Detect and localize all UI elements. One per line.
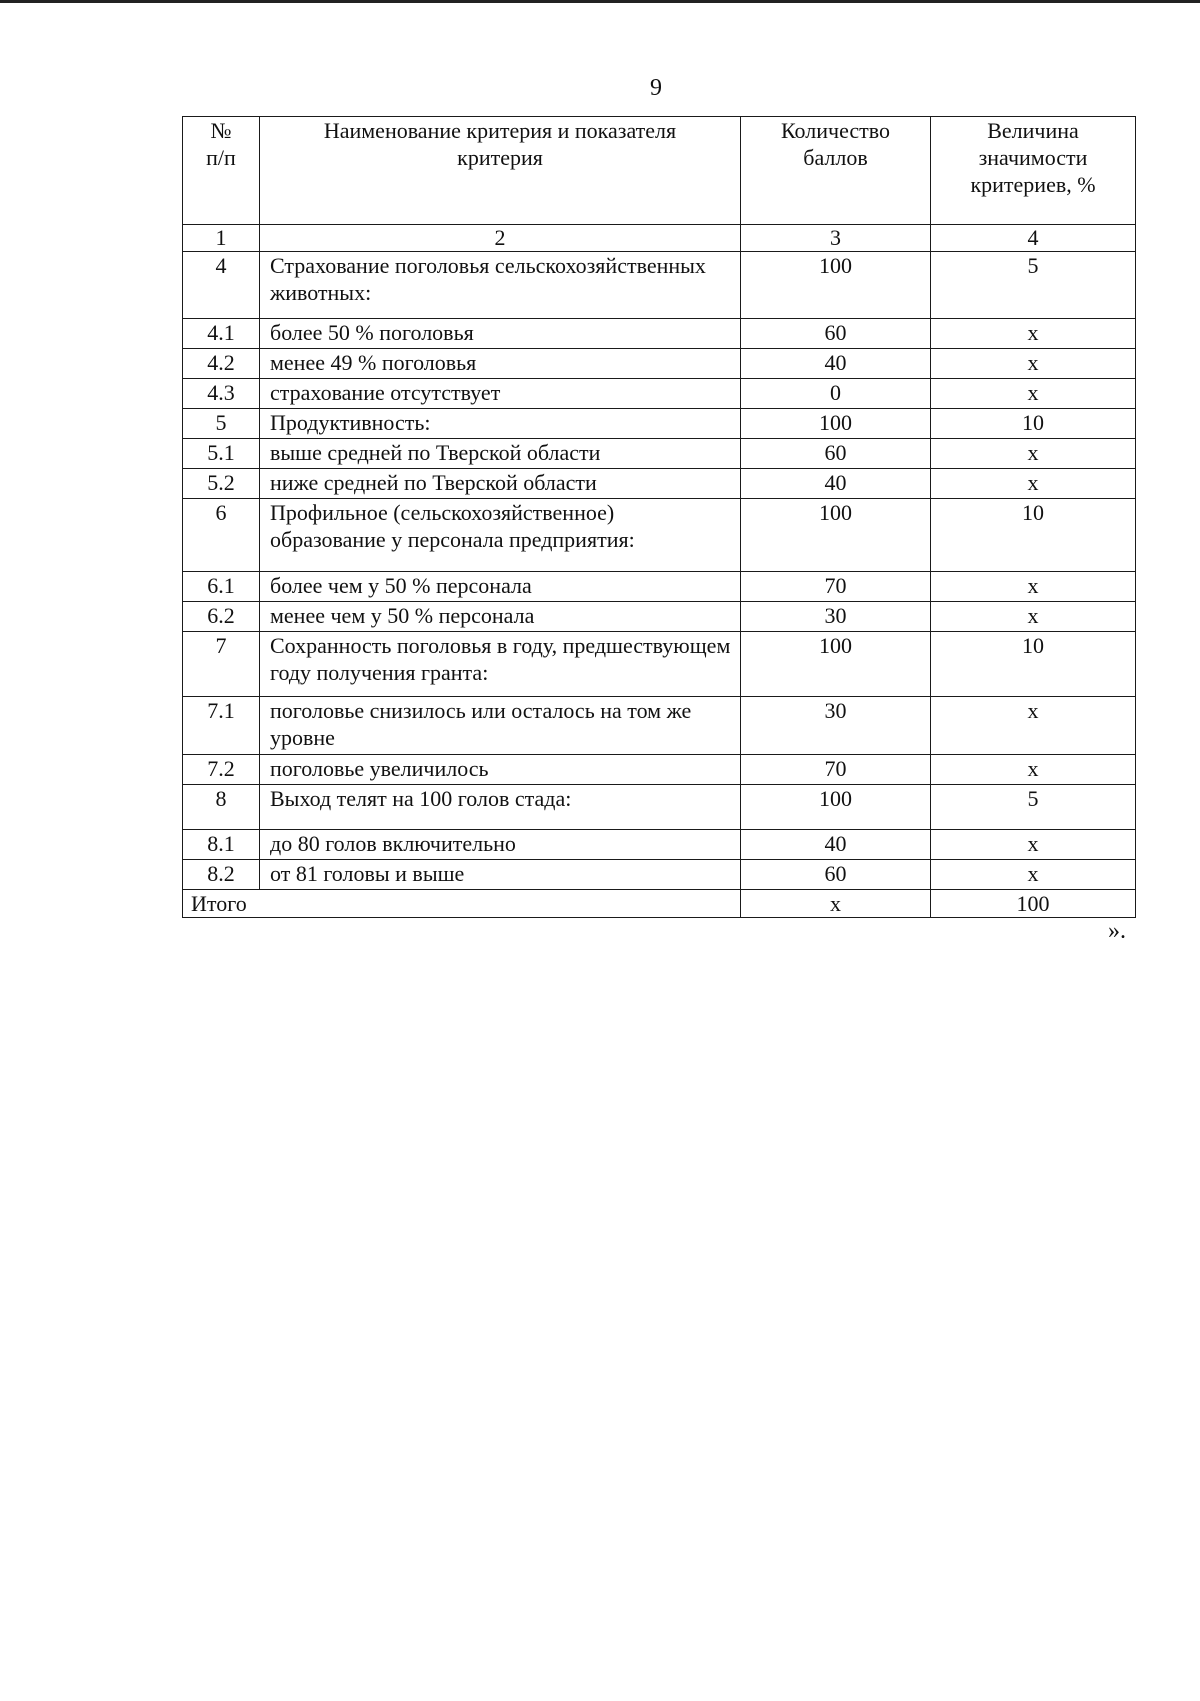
criterion-number: 4.1 — [183, 319, 260, 349]
total-weight: 100 — [931, 890, 1136, 918]
header-name: Наименование критерия и показателя критерия — [260, 117, 741, 225]
criterion-points: 100 — [741, 252, 931, 319]
column-number: 1 — [183, 225, 260, 252]
criterion-name: Продуктивность: — [260, 409, 741, 439]
criterion-weight: 10 — [931, 632, 1136, 697]
header-num: № п/п — [183, 117, 260, 225]
criterion-weight: 5 — [931, 252, 1136, 319]
criteria-table — [182, 116, 1136, 918]
criterion-number: 6 — [183, 499, 260, 572]
criterion-points: 60 — [741, 319, 931, 349]
criterion-name: Профильное (сельскохозяйственное) образование у персонала предприятия: — [260, 499, 741, 572]
criterion-points: 100 — [741, 785, 931, 830]
criterion-name: ниже средней по Тверской области — [260, 469, 741, 499]
table-header-row — [183, 117, 1136, 225]
criterion-number: 5.2 — [183, 469, 260, 499]
table-row — [183, 379, 1136, 409]
total-row — [183, 890, 1136, 918]
criterion-points: 100 — [741, 499, 931, 572]
criterion-weight: х — [931, 830, 1136, 860]
criterion-points: 100 — [741, 632, 931, 697]
criterion-points: 0 — [741, 379, 931, 409]
page-number: 9 — [650, 75, 662, 101]
header-weight: Величина значимости критериев, % — [931, 117, 1136, 225]
criterion-points: 60 — [741, 860, 931, 890]
criterion-points: 70 — [741, 755, 931, 785]
criterion-name: Страхование поголовья сельскохозяйственных животных: — [260, 252, 741, 319]
criterion-number: 4 — [183, 252, 260, 319]
criterion-number: 8.2 — [183, 860, 260, 890]
criterion-weight: х — [931, 755, 1136, 785]
table-row — [183, 409, 1136, 439]
criterion-name: Сохранность поголовья в году, предшествующем году получения гранта: — [260, 632, 741, 697]
table-row — [183, 755, 1136, 785]
table-row — [183, 860, 1136, 890]
criterion-weight: 5 — [931, 785, 1136, 830]
total-label: Итого — [183, 890, 741, 918]
page-top-edge — [0, 0, 1200, 3]
criterion-name: более чем у 50 % персонала — [260, 572, 741, 602]
criterion-name: страхование отсутствует — [260, 379, 741, 409]
table-row — [183, 830, 1136, 860]
criterion-weight: 10 — [931, 499, 1136, 572]
criteria-table-body — [183, 117, 1136, 918]
criterion-number: 7.1 — [183, 697, 260, 755]
table-row — [183, 439, 1136, 469]
criterion-weight: 10 — [931, 409, 1136, 439]
column-number-row — [183, 225, 1136, 252]
table-row — [183, 697, 1136, 755]
table-row — [183, 785, 1136, 830]
criterion-name: менее чем у 50 % персонала — [260, 602, 741, 632]
column-number: 2 — [260, 225, 741, 252]
criterion-name: выше средней по Тверской области — [260, 439, 741, 469]
criterion-weight: х — [931, 860, 1136, 890]
criterion-number: 7 — [183, 632, 260, 697]
criterion-points: 30 — [741, 602, 931, 632]
criterion-number: 4.3 — [183, 379, 260, 409]
criterion-weight: х — [931, 349, 1136, 379]
header-points: Количество баллов — [741, 117, 931, 225]
table-row — [183, 602, 1136, 632]
closing-quote: ». — [1108, 918, 1126, 944]
table-row — [183, 499, 1136, 572]
total-points: х — [741, 890, 931, 918]
table-row — [183, 319, 1136, 349]
criterion-points: 40 — [741, 830, 931, 860]
criterion-number: 6.1 — [183, 572, 260, 602]
criterion-points: 100 — [741, 409, 931, 439]
criterion-points: 40 — [741, 349, 931, 379]
criterion-weight: х — [931, 469, 1136, 499]
criterion-number: 7.2 — [183, 755, 260, 785]
column-number: 4 — [931, 225, 1136, 252]
criterion-number: 5.1 — [183, 439, 260, 469]
criterion-weight: х — [931, 319, 1136, 349]
criterion-points: 30 — [741, 697, 931, 755]
column-number: 3 — [741, 225, 931, 252]
criterion-number: 4.2 — [183, 349, 260, 379]
table-row — [183, 349, 1136, 379]
criterion-weight: х — [931, 602, 1136, 632]
criterion-name: более 50 % поголовья — [260, 319, 741, 349]
criterion-points: 40 — [741, 469, 931, 499]
criterion-number: 8 — [183, 785, 260, 830]
criterion-name: поголовье увеличилось — [260, 755, 741, 785]
criterion-number: 5 — [183, 409, 260, 439]
table-row — [183, 632, 1136, 697]
criterion-weight: х — [931, 697, 1136, 755]
criterion-name: Выход телят на 100 голов стада: — [260, 785, 741, 830]
criterion-number: 8.1 — [183, 830, 260, 860]
table-row — [183, 469, 1136, 499]
criterion-name: менее 49 % поголовья — [260, 349, 741, 379]
criterion-name: от 81 головы и выше — [260, 860, 741, 890]
criterion-name: до 80 голов включительно — [260, 830, 741, 860]
criterion-points: 60 — [741, 439, 931, 469]
criterion-name: поголовье снизилось или осталось на том же уровне — [260, 697, 741, 755]
criterion-weight: х — [931, 379, 1136, 409]
criterion-weight: х — [931, 439, 1136, 469]
criterion-points: 70 — [741, 572, 931, 602]
criterion-number: 6.2 — [183, 602, 260, 632]
table-row — [183, 572, 1136, 602]
criterion-weight: х — [931, 572, 1136, 602]
table-row — [183, 252, 1136, 319]
